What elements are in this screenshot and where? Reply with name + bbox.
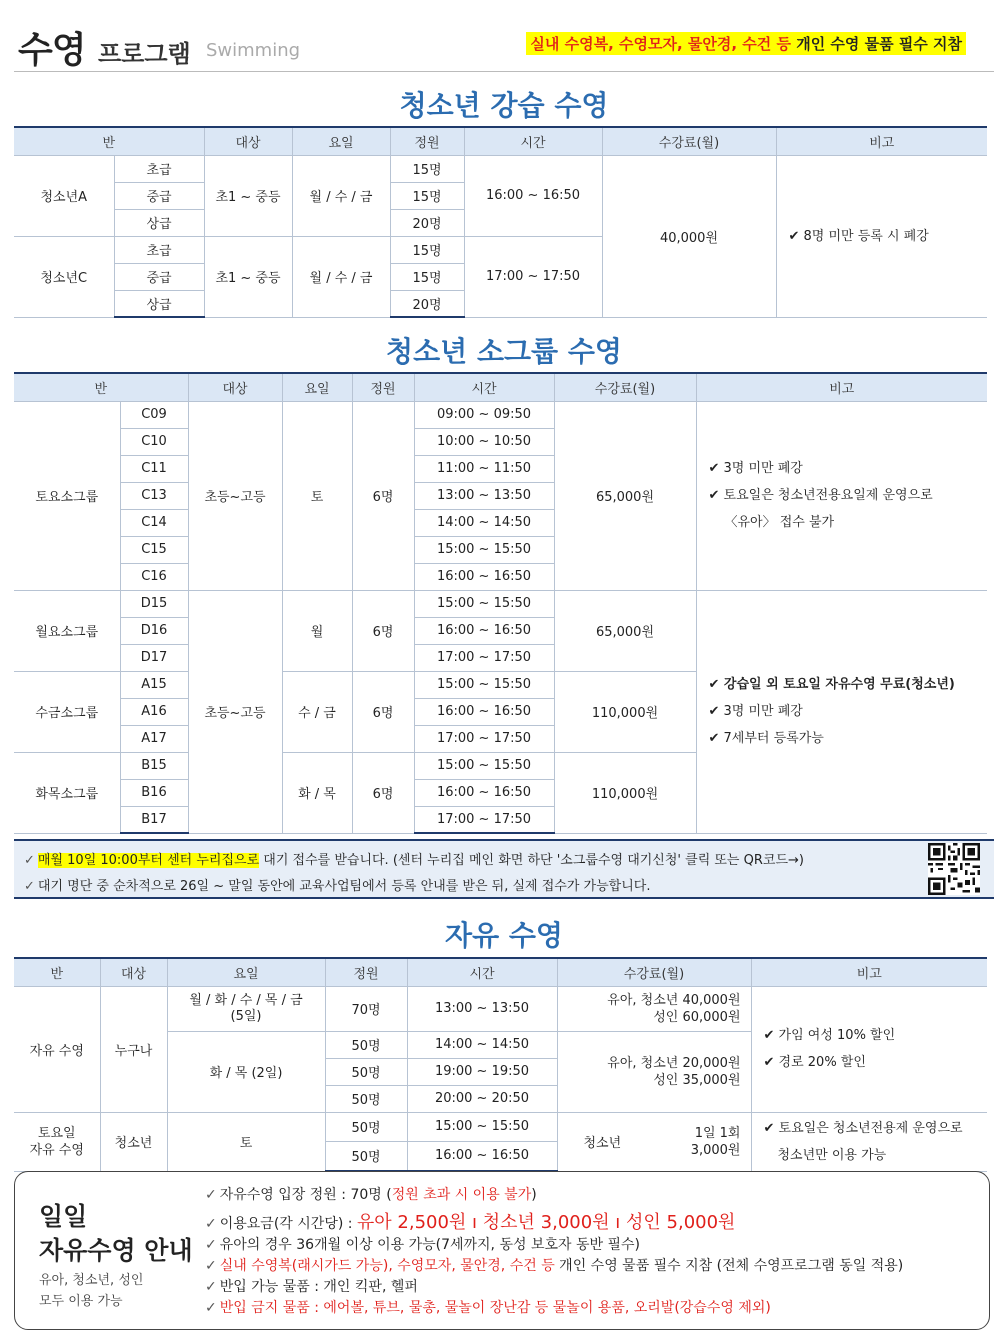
- guide-subtitle: [39, 1270, 143, 1312]
- guide-subtitle-line: 유아, 청소년, 성인: [39, 1273, 144, 1288]
- time: 16:00 ~ 16:50: [414, 698, 554, 725]
- fee: 110,000원: [554, 671, 696, 752]
- fee: [557, 1112, 751, 1171]
- target: 초1 ~ 중등: [204, 236, 292, 317]
- col-header-capacity: 정원: [325, 958, 407, 986]
- lesson-section-title: 청소년 강습 수영: [399, 89, 609, 122]
- level: 초급: [114, 236, 204, 263]
- class-code: C10: [120, 428, 188, 455]
- note-line: ✔ 7세부터 등록가능: [708, 731, 824, 746]
- target: 청소년: [100, 1112, 167, 1171]
- fee-line: 성인 35,000원: [653, 1072, 741, 1088]
- time: 13:00 ~ 13:50: [414, 482, 554, 509]
- note-line: 〈유아〉 접수 불가: [724, 515, 835, 530]
- note: [696, 590, 987, 833]
- days: 월 / 수 / 금: [292, 155, 390, 236]
- col-header-days: 요일: [282, 373, 352, 401]
- time: 15:00 ~ 15:50: [407, 1112, 557, 1141]
- check-icon: ✓: [205, 1279, 217, 1295]
- capacity: 15명: [390, 263, 464, 290]
- class-name: 화목소그룹: [14, 752, 120, 833]
- guide-text: 반입 가능 물품 : 개인 킥판, 헬퍼: [219, 1279, 418, 1295]
- guide-text: ): [531, 1187, 537, 1203]
- time: 14:00 ~ 14:50: [414, 509, 554, 536]
- class-code: C13: [120, 482, 188, 509]
- guide-title-line: 일일: [39, 1202, 88, 1231]
- class-name: 수금소그룹: [14, 671, 120, 752]
- fee-line: 1일 1회: [694, 1125, 741, 1141]
- check-icon: ✓: [205, 1187, 217, 1203]
- class-name: 청소년A: [14, 155, 114, 236]
- days: [167, 986, 325, 1031]
- check-icon: ✓: [205, 1300, 217, 1316]
- days-line: 월 / 화 / 수 / 목 / 금: [189, 992, 303, 1008]
- col-header-class: 반: [14, 958, 100, 986]
- guide-title: [39, 1200, 193, 1268]
- capacity: 70명: [325, 986, 407, 1031]
- level: 상급: [114, 290, 204, 317]
- class-name: 자유 수영: [14, 986, 100, 1112]
- level: 중급: [114, 182, 204, 209]
- class-code: C09: [120, 401, 188, 428]
- col-header-capacity: 정원: [352, 373, 414, 401]
- class-name: 청소년C: [14, 236, 114, 317]
- col-header-capacity: 정원: [390, 127, 464, 155]
- guide-text: 자유수영 입장 정원 : 70명 (: [219, 1187, 392, 1203]
- check-icon: ✓: [205, 1258, 217, 1274]
- page-header: [14, 14, 994, 72]
- class-code: C16: [120, 563, 188, 590]
- time: 17:00 ~ 17:50: [414, 644, 554, 671]
- guide-text-red: 유아 2,500원 ı 청소년 3,000원 ı 성인 5,000원: [356, 1212, 736, 1233]
- class-code: C15: [120, 536, 188, 563]
- col-header-time: 시간: [464, 127, 602, 155]
- col-header-fee: 수강료(월): [602, 127, 776, 155]
- note: [696, 401, 987, 590]
- capacity: 20명: [390, 290, 464, 317]
- fee: 65,000원: [554, 401, 696, 590]
- notice-line-1: ✓ 매월 10일 10:00부터 센터 누리집으로 대기 접수를 받습니다. (센터 누리집 메인 화면 하단 '소그룹수영 대기신청' 클릭 또는 QR코드→): [24, 853, 804, 868]
- guide-line: [205, 1184, 537, 1204]
- header-notice: [526, 32, 966, 55]
- notice-text: 대기 접수를 받습니다. (센터 누리집 메인 화면 하단 '소그룹수영 대기신청' 클릭 또는 QR코드→): [259, 853, 804, 868]
- header-notice-red: 실내 수영복, 수영모자, 물안경, 수건 등: [530, 35, 791, 53]
- fee: [557, 1031, 751, 1112]
- level: 상급: [114, 209, 204, 236]
- col-header-days: 요일: [167, 958, 325, 986]
- guide-line: [205, 1297, 771, 1317]
- note-line: ✔ 강습일 외 토요일 자유수영 무료(청소년): [708, 677, 955, 692]
- capacity: 6명: [352, 752, 414, 833]
- fee-line: 유아, 청소년 40,000원: [607, 992, 741, 1008]
- guide-text: 개인 수영 물품 필수 지참 (전체 수영프로그램 동일 적용): [554, 1258, 904, 1274]
- col-header-target: 대상: [188, 373, 282, 401]
- class-code: C14: [120, 509, 188, 536]
- guide-line: [205, 1276, 418, 1296]
- class-code: B16: [120, 779, 188, 806]
- check-icon: ✓: [205, 1237, 217, 1253]
- class-name-line: 자유 수영: [29, 1142, 84, 1158]
- days: 토: [167, 1112, 325, 1171]
- target: 초1 ~ 중등: [204, 155, 292, 236]
- class-name-line: 토요일: [37, 1125, 76, 1141]
- col-header-note: 비고: [776, 127, 987, 155]
- class-code: A17: [120, 725, 188, 752]
- col-header-note: 비고: [751, 958, 987, 986]
- guide-text-red: 실내 수영복(래시가드 가능), 수영모자, 물안경, 수건 등: [219, 1258, 555, 1274]
- col-header-target: 대상: [204, 127, 292, 155]
- col-header-note: 비고: [696, 373, 987, 401]
- days: 토: [282, 401, 352, 590]
- time: 16:00 ~ 16:50: [407, 1141, 557, 1171]
- note: ✔ 8명 미만 등록 시 폐강: [776, 155, 987, 317]
- page-subtitle: 프로그램: [98, 40, 191, 68]
- time: 17:00 ~ 17:50: [414, 806, 554, 833]
- header-notice-black: 개인 수영 물품 필수 지참: [790, 35, 962, 53]
- capacity: 50명: [325, 1031, 407, 1058]
- class-code: D15: [120, 590, 188, 617]
- note-line: ✔ 토요일은 청소년전용요일제 운영으로: [708, 488, 933, 503]
- level: 중급: [114, 263, 204, 290]
- note-line: ✔ 3명 미만 폐강: [708, 461, 803, 476]
- note: [751, 1112, 987, 1171]
- time: 15:00 ~ 15:50: [414, 752, 554, 779]
- level: 초급: [114, 155, 204, 182]
- lesson-table: [14, 126, 987, 318]
- qr-code-icon[interactable]: [928, 843, 980, 895]
- col-header-days: 요일: [292, 127, 390, 155]
- time: 13:00 ~ 13:50: [407, 986, 557, 1031]
- fee-line: 유아, 청소년 20,000원: [607, 1055, 741, 1071]
- fee-line: 성인 60,000원: [653, 1009, 741, 1025]
- guide-text-red: 정원 초과 시 이용 불가: [391, 1187, 532, 1203]
- days: 화 / 목: [282, 752, 352, 833]
- small-group-table: [14, 372, 987, 834]
- days: 화 / 목 (2일): [167, 1031, 325, 1112]
- class-name: 토요소그룹: [14, 401, 120, 590]
- fee: 110,000원: [554, 752, 696, 833]
- time: 14:00 ~ 14:50: [407, 1031, 557, 1058]
- capacity: 6명: [352, 590, 414, 671]
- time: 15:00 ~ 15:50: [414, 536, 554, 563]
- days: 월 / 수 / 금: [292, 236, 390, 317]
- class-code: B17: [120, 806, 188, 833]
- note-line: 청소년만 이용 가능: [777, 1147, 887, 1163]
- guide-text: 이용요금(각 시간당) :: [219, 1216, 357, 1232]
- class-code: D17: [120, 644, 188, 671]
- note-line: ✔ 경로 20% 할인: [763, 1055, 866, 1070]
- time: 16:00 ~ 16:50: [414, 617, 554, 644]
- time: 15:00 ~ 15:50: [414, 671, 554, 698]
- col-header-fee: 수강료(월): [554, 373, 696, 401]
- guide-text-red: 반입 금지 물품 : 에어볼, 튜브, 물총, 물놀이 장난감 등 물놀이 용품, 오리발(강습수영 제외): [219, 1300, 771, 1316]
- capacity: 50명: [325, 1085, 407, 1112]
- capacity: 6명: [352, 401, 414, 590]
- time: 15:00 ~ 15:50: [414, 590, 554, 617]
- fee: [557, 986, 751, 1031]
- page-title: 수영: [18, 30, 86, 71]
- time: 10:00 ~ 10:50: [414, 428, 554, 455]
- check-icon: ✓: [205, 1216, 217, 1232]
- time: 16:00 ~ 16:50: [464, 155, 602, 236]
- time: 17:00 ~ 17:50: [414, 725, 554, 752]
- fee: 65,000원: [554, 590, 696, 671]
- guide-text: 유아의 경우 36개월 이상 이용 가능(7세까지, 동성 보호자 동반 필수): [219, 1237, 640, 1253]
- free-swim-section-title: 자유 수영: [445, 919, 563, 952]
- note-line: ✔ 3명 미만 폐강: [708, 704, 803, 719]
- page-english-title: Swimming: [206, 40, 301, 61]
- guide-title-line: 자유수영 안내: [39, 1236, 193, 1265]
- fee-label: 청소년: [583, 1136, 622, 1151]
- capacity: 15명: [390, 155, 464, 182]
- guide-line: [205, 1208, 735, 1234]
- notice-line-2: ✓ 대기 명단 중 순차적으로 26일 ~ 말일 동안에 교육사업팀에서 등록 안내를 받은 뒤, 실제 접수가 가능합니다.: [24, 879, 651, 894]
- capacity: 15명: [390, 236, 464, 263]
- capacity: 6명: [352, 671, 414, 752]
- target: 초등~고등: [188, 401, 282, 590]
- waitlist-notice: [14, 839, 994, 899]
- daily-free-swim-guide: [14, 1171, 990, 1330]
- time: 19:00 ~ 19:50: [407, 1058, 557, 1085]
- class-name: [14, 1112, 100, 1171]
- days: 월: [282, 590, 352, 671]
- time: 16:00 ~ 16:50: [414, 779, 554, 806]
- days-line: (5일): [230, 1008, 262, 1024]
- time: 16:00 ~ 16:50: [414, 563, 554, 590]
- note: [751, 986, 987, 1112]
- notice-text: 대기 명단 중 순차적으로 26일 ~ 말일 동안에 교육사업팀에서 등록 안내를 받은 뒤, 실제 접수가 가능합니다.: [37, 879, 651, 894]
- time: 09:00 ~ 09:50: [414, 401, 554, 428]
- guide-line: [205, 1255, 903, 1275]
- guide-line: [205, 1234, 640, 1254]
- fee-value: [691, 1125, 741, 1159]
- free-swim-table: [14, 957, 987, 1172]
- note-line: ✔ 가임 여성 10% 할인: [763, 1028, 896, 1043]
- time: 17:00 ~ 17:50: [464, 236, 602, 317]
- class-code: A16: [120, 698, 188, 725]
- capacity: 50명: [325, 1112, 407, 1141]
- col-header-target: 대상: [100, 958, 167, 986]
- note-line: ✔ 토요일은 청소년전용제 운영으로: [763, 1120, 963, 1136]
- capacity: 20명: [390, 209, 464, 236]
- fee-line: 3,000원: [690, 1142, 741, 1158]
- target: 초등~고등: [188, 590, 282, 833]
- target: 누구나: [100, 986, 167, 1112]
- class-code: A15: [120, 671, 188, 698]
- col-header-time: 시간: [407, 958, 557, 986]
- small-group-section-title: 청소년 소그룹 수영: [386, 335, 622, 368]
- time: 11:00 ~ 11:50: [414, 455, 554, 482]
- fee: 40,000원: [602, 155, 776, 317]
- class-code: C11: [120, 455, 188, 482]
- col-header-class: 반: [14, 127, 204, 155]
- capacity: 50명: [325, 1058, 407, 1085]
- capacity: 50명: [325, 1141, 407, 1171]
- days: 수 / 금: [282, 671, 352, 752]
- capacity: 15명: [390, 182, 464, 209]
- col-header-fee: 수강료(월): [557, 958, 751, 986]
- guide-subtitle-line: 모두 이용 가능: [39, 1294, 123, 1309]
- notice-highlight: 매월 10일 10:00부터 센터 누리집으로: [37, 853, 260, 868]
- time: 20:00 ~ 20:50: [407, 1085, 557, 1112]
- class-name: 월요소그룹: [14, 590, 120, 671]
- col-header-class: 반: [14, 373, 188, 401]
- class-code: B15: [120, 752, 188, 779]
- class-code: D16: [120, 617, 188, 644]
- col-header-time: 시간: [414, 373, 554, 401]
